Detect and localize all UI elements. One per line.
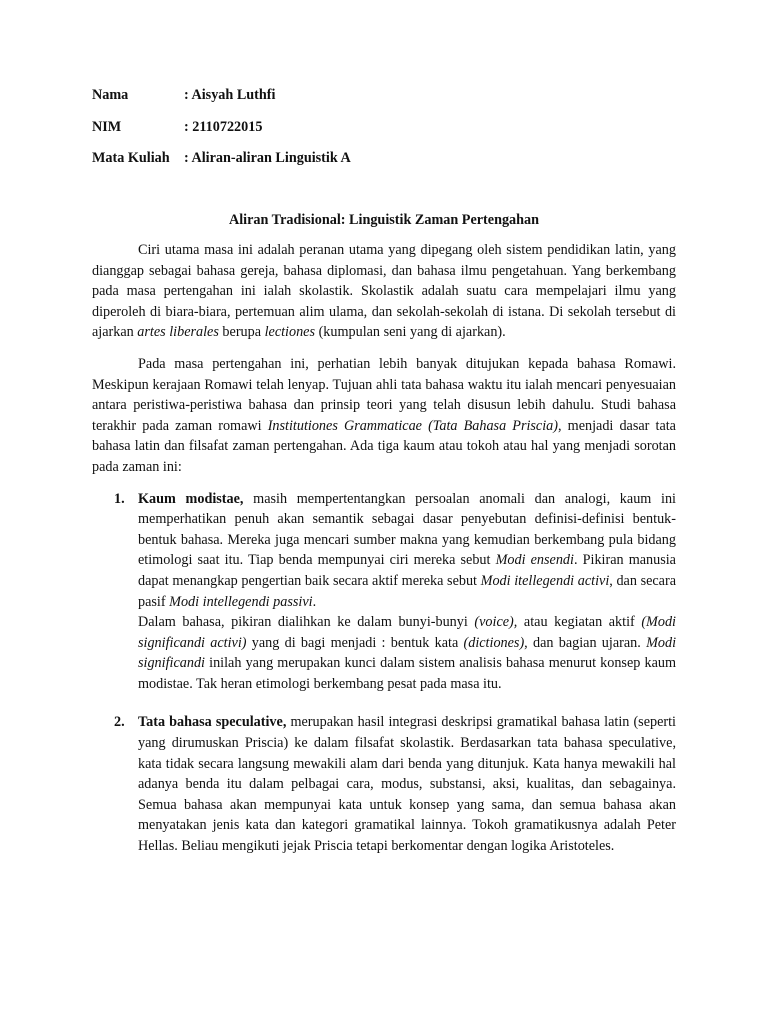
header-row-mata-kuliah bbox=[92, 148, 351, 180]
text-run: , dan secara pasif bbox=[138, 572, 677, 610]
italic-term: Modi significandi bbox=[138, 634, 677, 672]
text-run: , menjadi dasar tata bahasa latin dan filsafat zaman pertengahan. Ada tiga kaum atau tokoh atau hal yang menjadi sorotan pada zaman ini: bbox=[92, 417, 676, 475]
list-item bbox=[92, 489, 676, 695]
text-run: atau kegiatan aktif bbox=[517, 614, 642, 631]
header-label: NIM bbox=[92, 118, 122, 135]
text-run: Dalam bahasa, pikiran dialihkan ke dalam bunyi-bunyi bbox=[138, 614, 475, 631]
italic-term: artes liberales bbox=[137, 324, 219, 341]
italic-term: (voice), bbox=[474, 614, 518, 631]
student-info-header bbox=[92, 85, 351, 180]
italic-term: lectiones bbox=[264, 324, 316, 341]
italic-term: Modi itellegendi activi bbox=[480, 572, 610, 589]
italic-term: (dictiones) bbox=[463, 634, 525, 651]
header-row-nama bbox=[92, 85, 351, 117]
document-body bbox=[92, 240, 676, 875]
numbered-list bbox=[92, 489, 676, 857]
header-value: : Aliran-aliran Linguistik A bbox=[184, 150, 351, 166]
list-item bbox=[92, 712, 676, 856]
italic-term: (Modi significandi activi) bbox=[138, 614, 677, 651]
italic-term: Institutiones Grammaticae (Tata Bahasa Priscia) bbox=[267, 417, 558, 434]
bold-term: Kaum modistae, bbox=[138, 490, 244, 507]
header-value: : Aisyah Luthfi bbox=[184, 87, 276, 103]
text-run: masih mempertentangkan persoalan anomali dan analogi, kaum ini memperhatikan penuh akan semantik sebagai dasar penyebutan definisi-definisi bentuk-bentuk bahasa. Mereka juga mencari sumber makna yang kemudian berkembang pula bidang etimologi saat itu. Tiap benda mempunyai ciri mereka sebut bbox=[138, 490, 677, 569]
header-row-nim bbox=[92, 117, 351, 149]
text-run: . Pikiran manusia dapat menangkap pengertian baik secara aktif mereka sebut bbox=[138, 552, 676, 589]
italic-term: Modi ensendi bbox=[495, 552, 574, 569]
text-run: inilah yang merupakan kunci dalam sistem analisis bahasa menurut konsep kaum modistae. Tak heran etimologi berkembang pesat pada masa itu. bbox=[138, 655, 676, 692]
text-run: Pada masa pertengahan ini, perhatian lebih banyak ditujukan kepada bahasa Romawi. Meskipun kerajaan Romawi telah lenyap. Tujuan ahli tata bahasa waktu itu ialah mencari penyesuaian antara peristiwa-peristiwa bahasa dan prinsip teori yang telah disusun lebih dahulu. Studi bahasa terakhir pada zaman romawi bbox=[92, 355, 676, 434]
italic-term: Modi intellegendi passivi bbox=[169, 593, 313, 610]
list-item-text bbox=[138, 712, 676, 856]
text-run: berupa bbox=[218, 324, 265, 341]
paragraph-2 bbox=[92, 354, 676, 478]
text-run: Ciri utama masa ini adalah peranan utama yang dipegang oleh sistem pendidikan latin, yang dianggap sebagai bahasa gereja, bahasa diplomasi, dan bahasa ilmu pengetahuan. Yang berkembang pada masa pertengahan ini ialah skolastik. Skolastik adalah suatu cara mempelajari ilmu yang diperoleh di biara-biara, pertemuan alim ulama, dan sekolah-sekolah di istana. Di sekolah tersebut di ajarkan bbox=[92, 242, 676, 341]
list-number: 1. bbox=[114, 490, 125, 507]
list-number: 2. bbox=[114, 714, 125, 731]
header-label: Nama bbox=[92, 87, 129, 103]
header-label: Mata Kuliah bbox=[92, 150, 170, 166]
paragraph-1 bbox=[92, 240, 676, 343]
text-run: merupakan hasil integrasi deskripsi gramatikal bahasa latin (seperti yang dirumuskan Priscia) ke dalam filsafat skolastik. Berdasarkan tata bahasa speculative, kata tidak secara langsung mewakili alam dari benda yang ditunjuk. Kata hanya mewakili hal adanya benda itu dalam pelbagai cara, modus, substansi, aksi, kualitas, dan sebagainya. Semua bahasa akan mempunyai kata untuk konsep yang sama, dan semua bahasa akan menyatakan jenis kata dan kategori gramatikal lainnya. Tokoh gramatikusnya adalah Peter Hellas. Beliau mengikuti jejak Priscia tetapi berkomentar dengan logika Aristoteles. bbox=[138, 714, 676, 855]
text-run: , dan bagian ujaran. bbox=[524, 634, 647, 651]
bold-term: Tata bahasa speculative, bbox=[138, 714, 287, 731]
list-item-text bbox=[138, 489, 676, 695]
text-run: . bbox=[312, 593, 317, 610]
text-run: (kumpulan seni yang di ajarkan). bbox=[315, 324, 506, 341]
document-title: Aliran Tradisional: Linguistik Zaman Pertengahan bbox=[228, 212, 540, 228]
header-value: : 2110722015 bbox=[184, 118, 263, 135]
text-run: yang di bagi menjadi : bentuk kata bbox=[246, 634, 464, 651]
